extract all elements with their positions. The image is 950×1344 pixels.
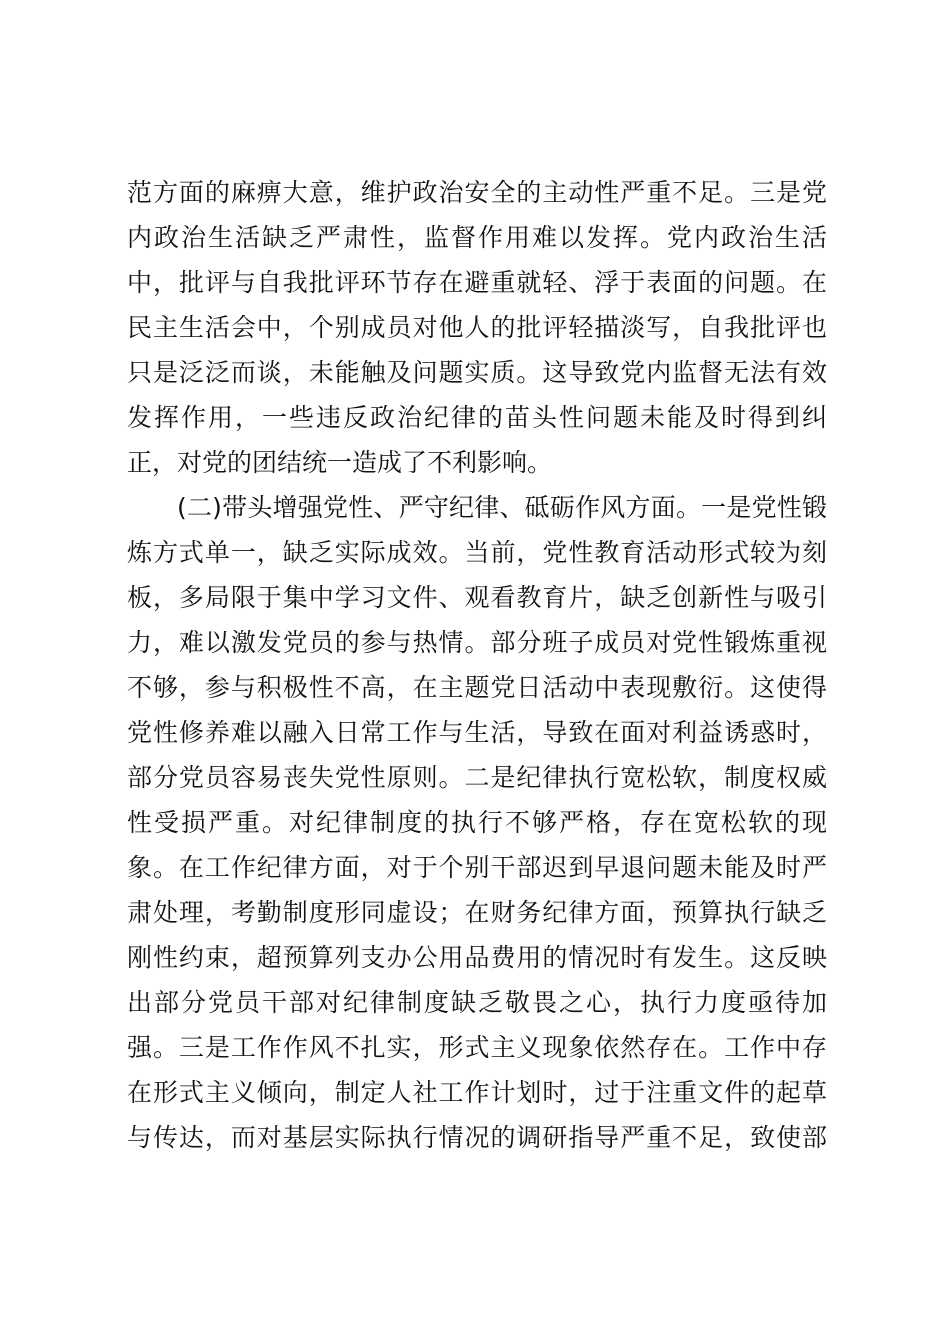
text-line: 象。在工作纪律方面，对于个别干部迟到早退问题未能及时严 xyxy=(127,853,827,882)
text-line: 部分党员容易丧失党性原则。二是纪律执行宽松软，制度权威 xyxy=(127,763,827,792)
document-body xyxy=(127,170,827,1160)
text-line: 板，多局限于集中学习文件、观看教育片，缺乏创新性与吸引 xyxy=(127,583,827,612)
text-line: 不够，参与积极性不高，在主题党日活动中表现敷衍。这使得 xyxy=(127,673,827,702)
text-line: 范方面的麻痹大意，维护政治安全的主动性严重不足。三是党 xyxy=(127,178,827,207)
text-line: 强。三是工作作风不扎实，形式主义现象依然存在。工作中存 xyxy=(127,1033,827,1062)
section-heading-line: (二)带头增强党性、严守纪律、砥砺作风方面。一是党性锻 xyxy=(177,493,827,522)
text-line: 党性修养难以融入日常工作与生活，导致在面对利益诱惑时， xyxy=(127,718,827,747)
text-line: 中，批评与自我批评环节存在避重就轻、浮于表面的问题。在 xyxy=(127,268,827,297)
text-line: 力，难以激发党员的参与热情。部分班子成员对党性锻炼重视 xyxy=(127,628,827,657)
text-line: 只是泛泛而谈，未能触及问题实质。这导致党内监督无法有效 xyxy=(127,358,827,387)
text-line: 与传达，而对基层实际执行情况的调研指导严重不足，致使部 xyxy=(127,1123,827,1152)
text-line: 炼方式单一，缺乏实际成效。当前，党性教育活动形式较为刻 xyxy=(127,538,827,567)
text-line: 民主生活会中，个别成员对他人的批评轻描淡写，自我批评也 xyxy=(127,313,827,342)
text-line: 内政治生活缺乏严肃性，监督作用难以发挥。党内政治生活 xyxy=(127,223,827,252)
text-line: 性受损严重。对纪律制度的执行不够严格，存在宽松软的现 xyxy=(127,808,827,837)
text-line: 发挥作用，一些违反政治纪律的苗头性问题未能及时得到纠 xyxy=(127,403,827,432)
text-line: 出部分党员干部对纪律制度缺乏敬畏之心，执行力度亟待加 xyxy=(127,988,827,1017)
text-line: 肃处理，考勤制度形同虚设；在财务纪律方面，预算执行缺乏 xyxy=(127,898,827,927)
text-line: 在形式主义倾向，制定人社工作计划时，过于注重文件的起草 xyxy=(127,1078,827,1107)
text-line: 刚性约束，超预算列支办公用品费用的情况时有发生。这反映 xyxy=(127,943,827,972)
text-line: 正，对党的团结统一造成了不利影响。 xyxy=(127,448,553,477)
